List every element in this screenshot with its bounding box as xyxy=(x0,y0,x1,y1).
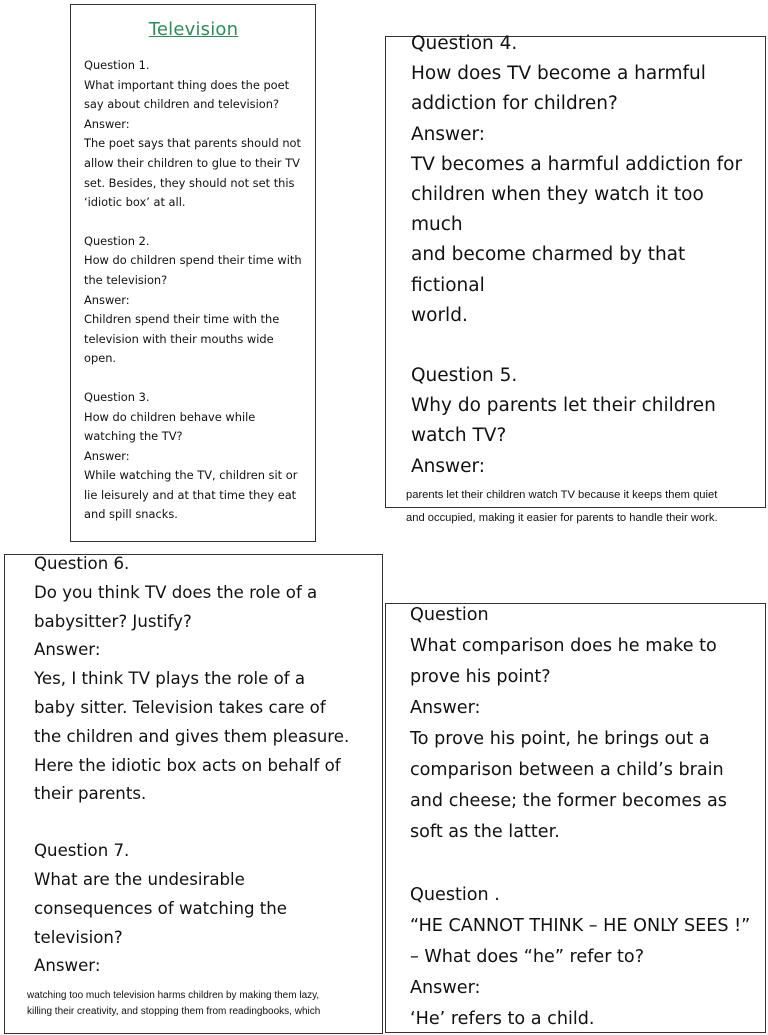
question-text: – What does “he” refer to? xyxy=(410,947,645,967)
answer-text: watching too much television harms children by making them lazy, xyxy=(27,990,320,1002)
spacer xyxy=(411,331,757,361)
worksheet-title: Television xyxy=(148,19,239,40)
question-text: television? xyxy=(34,927,123,947)
question-text: consequences of watching the xyxy=(34,898,287,918)
answer-text: open. xyxy=(84,351,117,366)
answer-text: and occupied, making it easier for parents to handle their work. xyxy=(406,511,718,524)
answer-text: While watching the TV, children sit or xyxy=(84,468,298,483)
question-text: “HE CANNOT THINK – HE ONLY SEES !” xyxy=(410,916,751,936)
answer-text: To prove his point, he brings out a xyxy=(410,729,710,749)
question-label: Question 3. xyxy=(84,389,150,404)
question-text: What comparison does he make to xyxy=(410,636,717,656)
answer-label: Answer: xyxy=(84,448,130,463)
answer-text: comparison between a child’s brain xyxy=(410,760,724,780)
question-label: Question 5. xyxy=(411,365,518,387)
question-text: addiction for children? xyxy=(411,93,618,115)
question-label: Question 2. xyxy=(84,233,150,248)
answer-text: allow their children to glue to their TV xyxy=(84,155,300,170)
answer-text: Here the idiotic box acts on behalf of xyxy=(34,755,341,775)
question-text: What are the undesirable xyxy=(34,869,245,889)
answer-text: Yes, I think TV plays the role of a xyxy=(34,669,306,689)
question-text: prove his point? xyxy=(410,667,551,687)
spacer xyxy=(410,848,757,880)
answer-text: parents let their children watch TV because it keeps them quiet xyxy=(406,488,718,501)
answer-text: baby sitter. Television takes care of xyxy=(34,697,326,717)
question-label: Question 4. xyxy=(411,33,518,54)
answer-text: soft as the latter. xyxy=(410,822,560,842)
question-label: Question 1. xyxy=(84,58,150,72)
answer-label: Answer: xyxy=(84,116,130,131)
answer-label: Answer: xyxy=(84,292,130,307)
question-label: Question . xyxy=(410,885,500,905)
answer-text: television with their mouths wide xyxy=(84,331,274,346)
answer-text: their parents. xyxy=(34,784,147,804)
spacer xyxy=(34,809,372,837)
question-text: say about children and television? xyxy=(84,97,280,112)
question-text: the television? xyxy=(84,272,168,287)
question-text: What important thing does the poet xyxy=(84,77,290,92)
question-text: How do children behave while xyxy=(84,409,256,424)
question-text: How does TV become a harmful xyxy=(411,63,706,85)
question-label: Question 6. xyxy=(34,554,130,573)
worksheet-card-extra-questions xyxy=(385,603,766,1033)
answer-small-text xyxy=(406,484,757,530)
answer-text: Children spend their time with the xyxy=(84,312,280,327)
answer-text: set. Besides, they should not set this xyxy=(84,175,295,190)
spacer xyxy=(84,213,303,232)
answer-text: killing their creativity, and stopping them from readingbooks, which xyxy=(27,1006,321,1018)
answer-text: and spill snacks. xyxy=(84,507,178,522)
card1-text xyxy=(84,56,303,525)
question-text: Why do parents let their children xyxy=(411,395,716,417)
answer-text: TV becomes a harmful addiction for xyxy=(411,153,743,175)
answer-text: lie leisurely and at that time they eat xyxy=(84,487,297,502)
answer-text: the children and gives them pleasure. xyxy=(34,726,350,746)
worksheet-card-questions-6-7 xyxy=(4,554,383,1034)
answer-text: ‘idiotic box’ at all. xyxy=(84,195,186,210)
question-text: Do you think TV does the role of a xyxy=(34,582,318,602)
answer-text: The poet says that parents should not xyxy=(84,136,301,151)
question-label: Question xyxy=(410,605,489,625)
question-label: Question 7. xyxy=(34,841,130,861)
answer-text: children when they watch it too much xyxy=(411,184,704,236)
question-text: watch TV? xyxy=(411,425,507,447)
question-text: watching the TV? xyxy=(84,429,183,444)
answer-label: Answer: xyxy=(411,455,486,477)
answer-label: Answer: xyxy=(411,123,486,145)
answer-label: Answer: xyxy=(410,978,481,998)
question-text: How do children spend their time with xyxy=(84,253,302,268)
answer-text: world. xyxy=(411,304,468,326)
worksheet-card-questions-1-3 xyxy=(70,4,316,542)
answer-label: Answer: xyxy=(34,956,101,976)
answer-label: Answer: xyxy=(34,640,101,660)
question-text: babysitter? Justify? xyxy=(34,611,192,631)
answer-text: ‘He’ refers to a child. xyxy=(410,1009,595,1029)
worksheet-card-questions-4-5 xyxy=(385,33,766,524)
answer-label: Answer: xyxy=(410,698,481,718)
answer-small-text xyxy=(27,988,372,1020)
answer-text: and cheese; the former becomes as xyxy=(410,791,727,811)
answer-text: and become charmed by that fictional xyxy=(411,244,686,296)
spacer xyxy=(84,369,303,388)
